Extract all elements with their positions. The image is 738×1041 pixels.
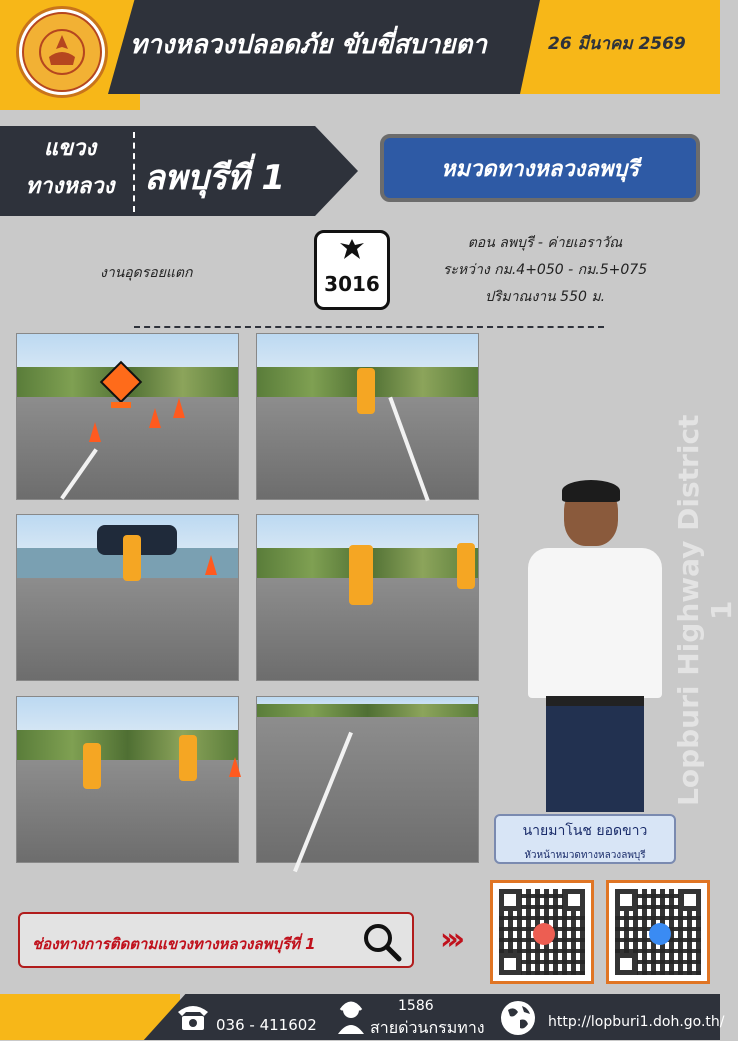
district-watermark: Lopburi Highway District 1 <box>672 414 738 806</box>
follow-channels-box[interactable] <box>18 912 414 968</box>
photo-finished-road <box>256 696 479 863</box>
photo-worker-road-center <box>256 514 479 681</box>
photo-worker-near-pond <box>16 514 239 681</box>
work-type: งานอุดรอยแตก <box>100 265 193 281</box>
section-chief-photo <box>520 482 670 812</box>
office-label <box>10 130 130 206</box>
hotline-number[interactable]: 1586 <box>398 998 434 1014</box>
header-title: ทางหลวงปลอดภัย ขับขี่สบายตา <box>130 30 487 60</box>
banner-divider <box>133 132 135 212</box>
website-link[interactable]: http://lopburi1.doh.go.th/ <box>548 1014 725 1030</box>
facebook-qr[interactable] <box>606 880 710 984</box>
department-seal-logo <box>16 6 108 98</box>
header-date: 26 มีนาคม 2569 <box>548 34 686 54</box>
follow-channels-text: ช่องทางการติดตามแขวงทางหลวงลพบุรีที่ 1 <box>32 935 316 953</box>
office-label-line1: แขวง <box>43 136 97 161</box>
google-maps-qr[interactable] <box>490 880 594 984</box>
route-number: 3016 <box>324 272 380 296</box>
section-name-box <box>380 134 700 202</box>
km-range-text: ระหว่าง กม.4+050 - กม.5+075 <box>442 262 648 278</box>
chief-position: หัวหน้าหมวดทางหลวงลพบุรี <box>524 850 646 861</box>
photo-worker-sealing <box>256 333 479 500</box>
section-name: หมวดทางหลวงลพบุรี <box>440 156 640 182</box>
phone-number[interactable]: 036 - 411602 <box>216 1016 317 1034</box>
facebook-icon <box>649 923 671 945</box>
dashed-divider <box>134 326 604 328</box>
route-shield <box>314 230 390 310</box>
chevrons-right-icon: ››› <box>440 922 460 957</box>
chief-name: นายมาโนช ยอดขาว <box>522 823 648 839</box>
segment-text: ตอน ลพบุรี - ค่ายเอราวัณ <box>467 235 623 251</box>
hotline-agent-icon <box>334 998 368 1036</box>
office-name: ลพบุรีที่ 1 <box>144 158 285 198</box>
search-icon <box>362 922 402 962</box>
chief-name-card <box>494 814 676 864</box>
photo-work-zone <box>16 333 239 500</box>
project-info <box>420 230 670 311</box>
office-label-line2: ทางหลวง <box>25 174 115 199</box>
globe-icon <box>500 1000 536 1036</box>
quantity-text: ปริมาณงาน 550 ม. <box>484 289 606 305</box>
hotline-label: สายด่วนกรมทาง <box>370 1018 485 1037</box>
photo-two-workers <box>16 696 239 863</box>
phone-icon <box>176 1002 210 1032</box>
garuda-icon <box>317 237 387 266</box>
map-pin-icon <box>533 923 555 945</box>
seal-icon <box>37 27 87 77</box>
